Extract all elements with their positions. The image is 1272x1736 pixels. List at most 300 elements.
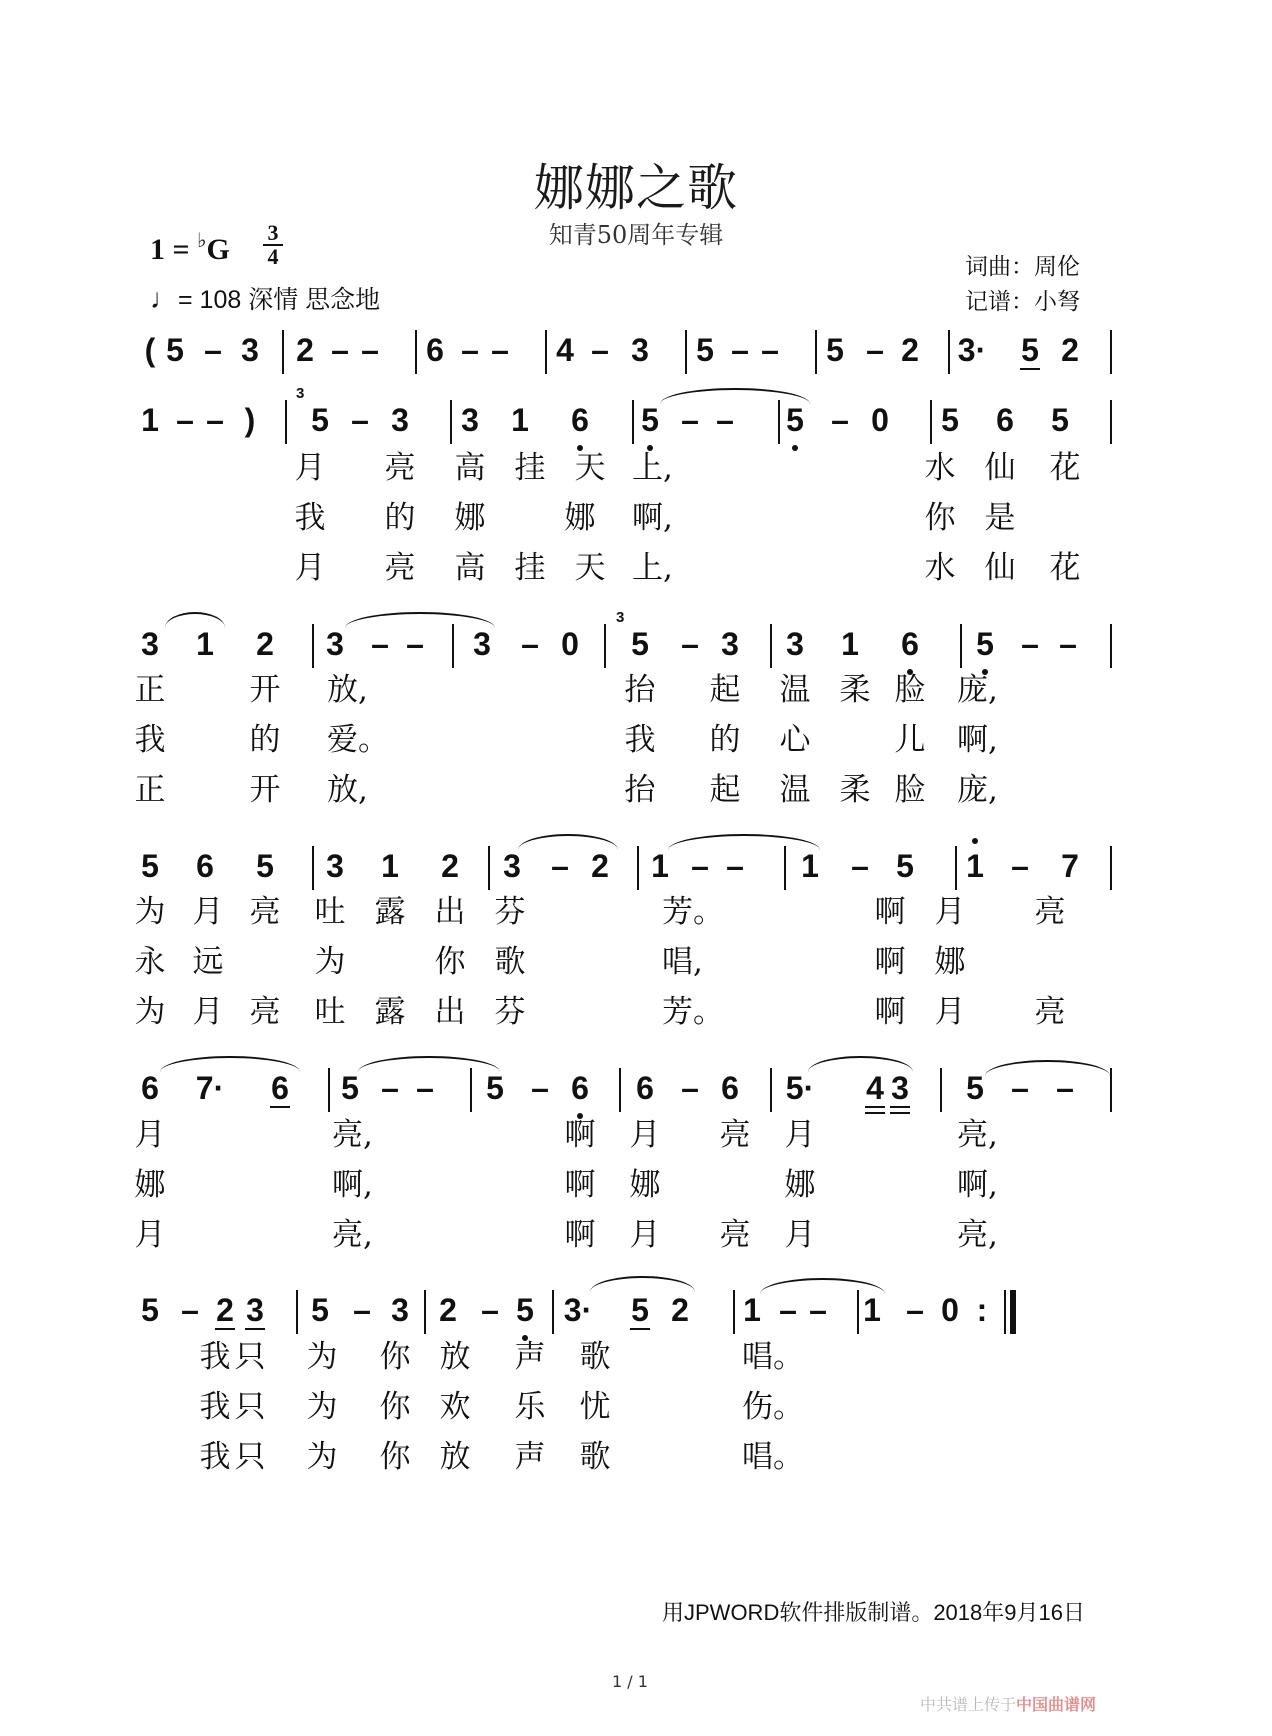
- note: 7: [1061, 848, 1079, 884]
- notation-line: [0, 1066, 1272, 1110]
- slur-arc: [985, 1060, 1110, 1076]
- notation-line: [0, 609, 1272, 666]
- lyric-char: 水: [924, 550, 956, 586]
- lyric-char: 你: [379, 1389, 411, 1425]
- barline: [1110, 624, 1112, 668]
- note: 2: [216, 1292, 234, 1328]
- note: 6: [636, 1070, 654, 1106]
- dash-extension: –: [361, 332, 379, 368]
- note: 7·: [195, 1070, 225, 1106]
- lyric-char: 上,: [632, 550, 673, 586]
- lyric-char: 天: [574, 550, 606, 586]
- lyric-char: 你: [379, 1439, 411, 1475]
- slur-arc: [660, 388, 810, 404]
- lyric-char: 啊,: [957, 1167, 998, 1203]
- dash-extension: –: [691, 848, 709, 884]
- key-signature: [150, 228, 230, 267]
- slur-arc: [160, 1056, 300, 1072]
- barline: [312, 624, 314, 668]
- lyric-char: 月: [629, 1217, 661, 1253]
- barline: [784, 846, 786, 890]
- dash-extension: –: [761, 332, 779, 368]
- note: 5: [696, 332, 714, 368]
- lyric-char: 吐: [314, 894, 346, 930]
- lyric-char: 露: [374, 994, 406, 1030]
- barline: [285, 400, 287, 444]
- song-title: 娜娜之歌: [534, 159, 738, 217]
- note: 6: [892, 622, 928, 666]
- note: 3: [326, 626, 344, 662]
- note: 3: [461, 402, 479, 438]
- note: 1: [801, 848, 819, 884]
- note: 4: [556, 332, 574, 368]
- note: 3: [241, 332, 259, 368]
- note: 4: [857, 1066, 893, 1110]
- note: 2: [671, 1292, 689, 1328]
- slur-arc: [808, 1056, 913, 1072]
- lyric-char: 为: [134, 994, 166, 1030]
- lyric-char: 娜: [629, 1167, 661, 1203]
- note: 6: [271, 1070, 289, 1106]
- dash-extension: –: [353, 1292, 371, 1328]
- page-number: 1 / 1: [612, 1672, 648, 1691]
- dash-extension: –: [681, 402, 699, 438]
- note: 5·: [785, 1070, 815, 1106]
- lyric-char: 脸: [894, 772, 926, 808]
- dash-extension: –: [591, 332, 609, 368]
- lyric-char: 的: [384, 500, 416, 536]
- lyric-char: 月: [934, 894, 966, 930]
- notation-line: [0, 385, 1272, 442]
- dash-extension: –: [809, 1292, 827, 1328]
- dash-extension: –: [481, 1292, 499, 1328]
- note: 3: [246, 1292, 264, 1328]
- dash-extension: –: [731, 332, 749, 368]
- note: 6: [996, 402, 1014, 438]
- engraving-note: 用JPWORD软件排版制谱。2018年9月16日: [662, 1600, 1085, 1625]
- note: 1: [863, 1292, 881, 1328]
- lyric-char: 温: [779, 672, 811, 708]
- lyric-char: 只: [234, 1439, 266, 1475]
- note: 3: [882, 1066, 918, 1110]
- lyric-char: 月: [192, 894, 224, 930]
- barline: [470, 1068, 472, 1112]
- barline: [552, 1290, 554, 1334]
- note: 3: [326, 848, 344, 884]
- dash-extension: –: [906, 1292, 924, 1328]
- lyric-char: 亮: [249, 894, 281, 930]
- lyric-char: 为: [314, 944, 346, 980]
- slur-arc: [760, 1278, 885, 1294]
- barline: [296, 1290, 298, 1334]
- lyric-char: 月: [134, 1217, 166, 1253]
- lyric-char: 吐: [314, 994, 346, 1030]
- lyric-char: 啊,: [632, 500, 673, 536]
- note: 5: [967, 622, 1003, 666]
- lyric-char: 亮: [384, 450, 416, 486]
- lyric-char: 露: [374, 894, 406, 930]
- note: 5: [1021, 332, 1039, 368]
- time-signature: [260, 222, 286, 268]
- dash-extension: –: [176, 402, 194, 438]
- barline: [1110, 400, 1112, 444]
- lyric-char: 亮,: [332, 1217, 373, 1253]
- lyric-char: 心: [779, 722, 811, 758]
- lyric-char: 抬: [624, 772, 656, 808]
- lyric-char: 正: [134, 772, 166, 808]
- dash-extension: –: [1059, 626, 1077, 662]
- dash-extension: –: [851, 848, 869, 884]
- note: 2: [591, 848, 609, 884]
- lyric-verse-2: [0, 942, 1272, 982]
- slur-arc: [165, 612, 225, 628]
- underline-sixteenth: [865, 1112, 885, 1114]
- lyric-char: 唱。: [742, 1339, 804, 1375]
- underline-eighth: [245, 1328, 265, 1330]
- underline-eighth: [630, 1328, 650, 1330]
- transcriber: 记谱：小弩: [965, 289, 1080, 315]
- note: 6: [426, 332, 444, 368]
- note: 3: [503, 848, 521, 884]
- lyric-char: 亮,: [957, 1117, 998, 1153]
- dash-extension: –: [726, 848, 744, 884]
- lyric-char: 亮,: [332, 1117, 373, 1153]
- barline: [452, 624, 454, 668]
- lyric-char: 儿: [894, 722, 926, 758]
- note: 3: [391, 402, 409, 438]
- lyric-char: 脸: [894, 672, 926, 708]
- dash-extension: –: [406, 626, 424, 662]
- lyric-char: 庞,: [957, 672, 998, 708]
- dash-extension: –: [181, 1292, 199, 1328]
- lyric-char: 亮: [1034, 994, 1066, 1030]
- lyric-char: 亮: [719, 1217, 751, 1253]
- lyric-char: 高: [454, 450, 486, 486]
- note: 5: [632, 398, 668, 442]
- lyric-char: 你: [379, 1339, 411, 1375]
- underline-eighth: [270, 1106, 290, 1108]
- note: 2: [296, 332, 314, 368]
- note: 3: [786, 626, 804, 662]
- note: :: [976, 1292, 988, 1328]
- tempo-text: = 108 深情 思念地: [178, 286, 381, 314]
- lyric-verse-3: [0, 1437, 1272, 1477]
- barline: [619, 1068, 621, 1112]
- lyric-char: 歌: [579, 1439, 611, 1475]
- dash-extension: –: [716, 402, 734, 438]
- time-sig-bottom: 4: [267, 244, 279, 269]
- lyric-verse-1: [0, 892, 1272, 932]
- note: 2: [439, 1292, 457, 1328]
- note: 0: [871, 402, 889, 438]
- underline-eighth: [215, 1328, 235, 1330]
- note: 6: [141, 1070, 159, 1106]
- barline: [604, 624, 606, 668]
- lyric-char: 庞,: [957, 772, 998, 808]
- lyric-char: 你: [924, 500, 956, 536]
- note: 1: [743, 1292, 761, 1328]
- note: 0: [561, 626, 579, 662]
- lyric-char: 开: [249, 772, 281, 808]
- dash-extension: –: [681, 626, 699, 662]
- barline: [424, 1290, 426, 1334]
- lyric-char: 亮: [249, 994, 281, 1030]
- lyric-char: 的: [249, 722, 281, 758]
- lyric-char: 啊: [564, 1167, 596, 1203]
- note: 1: [141, 402, 159, 438]
- lyric-char: 放: [439, 1439, 471, 1475]
- lyric-char: 月: [192, 994, 224, 1030]
- dash-extension: –: [1056, 1070, 1074, 1106]
- dash-extension: –: [831, 402, 849, 438]
- lyric-char: 起: [709, 772, 741, 808]
- lyric-char: 正: [134, 672, 166, 708]
- lyric-char: 欢: [439, 1389, 471, 1425]
- barline: [960, 624, 962, 668]
- lyric-char: 娜: [454, 500, 486, 536]
- note: 1: [196, 626, 214, 662]
- note: 6: [562, 398, 598, 442]
- lyric-char: 啊: [564, 1217, 596, 1253]
- lyric-char: 为: [134, 894, 166, 930]
- lyric-verse-3: [0, 548, 1272, 588]
- lyricist-composer: 词曲：周伦: [965, 254, 1080, 280]
- lyric-char: 我: [134, 722, 166, 758]
- lyric-char: 我: [624, 722, 656, 758]
- note: 3: [391, 1292, 409, 1328]
- lyric-char: 亮: [1034, 894, 1066, 930]
- lyric-char: 我: [199, 1439, 231, 1475]
- slur-arc: [518, 834, 618, 850]
- note: 5: [141, 1292, 159, 1328]
- barline: [948, 330, 950, 374]
- note: 1: [511, 402, 529, 438]
- tempo-marking: [150, 280, 380, 316]
- note: 0: [941, 1292, 959, 1328]
- lyric-char: 我: [199, 1339, 231, 1375]
- note: 5: [256, 848, 274, 884]
- notation-line: [0, 328, 1272, 372]
- lyric-char: 娜: [564, 500, 596, 536]
- note: 2: [441, 848, 459, 884]
- lyric-char: 唱。: [742, 1439, 804, 1475]
- credits: [965, 250, 1080, 320]
- final-barline: [1010, 1290, 1016, 1334]
- note: 5: [777, 398, 813, 442]
- high-octave-dot: [972, 838, 978, 844]
- lyric-char: 月: [629, 1117, 661, 1153]
- note: 5 3: [616, 609, 649, 662]
- grace-note: 3: [296, 385, 305, 402]
- note: 2: [1061, 332, 1079, 368]
- note: 1: [651, 848, 669, 884]
- lyric-char: 唱,: [662, 944, 703, 980]
- key-prefix: 1 =: [150, 233, 198, 266]
- note: 6: [721, 1070, 739, 1106]
- lyric-char: 啊: [874, 994, 906, 1030]
- lyric-char: 啊: [564, 1117, 596, 1153]
- note: 2: [256, 626, 274, 662]
- slur-arc: [590, 1276, 695, 1292]
- note: 5: [141, 848, 159, 884]
- note: 3: [721, 626, 739, 662]
- lyric-char: 高: [454, 550, 486, 586]
- note: 1: [381, 848, 399, 884]
- note: 6: [562, 1066, 598, 1110]
- note: 1: [957, 844, 993, 888]
- dash-extension: –: [371, 626, 389, 662]
- dash-extension: –: [331, 332, 349, 368]
- lyric-char: 抬: [624, 672, 656, 708]
- note: 5: [1051, 402, 1069, 438]
- lyric-verse-3: [0, 1215, 1272, 1255]
- lyric-char: 芳。: [662, 994, 724, 1030]
- lyric-char: 花: [1049, 550, 1081, 586]
- note: ): [244, 402, 256, 438]
- note: 2: [901, 332, 919, 368]
- note: 5: [507, 1288, 543, 1332]
- lyric-char: 只: [234, 1339, 266, 1375]
- lyric-char: 娜: [784, 1167, 816, 1203]
- grace-note: 3: [616, 609, 625, 626]
- barline: [488, 846, 490, 890]
- lyric-char: 月: [934, 994, 966, 1030]
- lyric-verse-2: [0, 1387, 1272, 1427]
- lyric-char: 的: [709, 722, 741, 758]
- note: 5: [941, 402, 959, 438]
- lyric-char: 啊,: [957, 722, 998, 758]
- note: (: [144, 332, 156, 368]
- lyric-char: 只: [234, 1389, 266, 1425]
- note: 5: [486, 1070, 504, 1106]
- lyric-char: 芬: [494, 994, 526, 1030]
- slur-arc: [358, 1056, 500, 1072]
- lyric-char: 挂: [514, 550, 546, 586]
- lyric-char: 芳。: [662, 894, 724, 930]
- dash-extension: –: [521, 626, 539, 662]
- lyric-char: 亮,: [957, 1217, 998, 1253]
- flat-icon: ♭: [197, 230, 207, 252]
- lyric-char: 啊,: [332, 1167, 373, 1203]
- note: 3: [631, 332, 649, 368]
- dash-extension: –: [531, 1070, 549, 1106]
- lyric-verse-3: [0, 770, 1272, 810]
- lyric-char: 啊: [874, 894, 906, 930]
- lyric-verse-1: [0, 1337, 1272, 1377]
- barline: [770, 624, 772, 668]
- barline: [282, 330, 284, 374]
- lyric-char: 芬: [494, 894, 526, 930]
- note: 5: [966, 1070, 984, 1106]
- lyric-char: 月: [784, 1217, 816, 1253]
- underline-sixteenth: [890, 1112, 910, 1114]
- lyric-verse-3: [0, 992, 1272, 1032]
- note: 5: [341, 1070, 359, 1106]
- key-note: G: [206, 233, 230, 266]
- lyric-char: 放,: [327, 772, 368, 808]
- lyric-verse-2: [0, 720, 1272, 760]
- lyric-verse-2: [0, 1165, 1272, 1205]
- slur-arc: [345, 612, 495, 628]
- lyric-char: 永: [134, 944, 166, 980]
- lyric-verse-2: [0, 498, 1272, 538]
- dash-extension: –: [1021, 626, 1039, 662]
- lyric-char: 为: [306, 1439, 338, 1475]
- watermark: 中共谱上传于中国曲谱网: [920, 1695, 1097, 1714]
- lyric-char: 仙: [984, 450, 1016, 486]
- barline: [312, 846, 314, 890]
- lyric-char: 开: [249, 672, 281, 708]
- lyric-char: 挂: [514, 450, 546, 486]
- notation-line: [0, 844, 1272, 888]
- note: 5: [311, 1292, 329, 1328]
- lyric-char: 仙: [984, 550, 1016, 586]
- repeat-end-barline: [1004, 1290, 1006, 1334]
- lyric-char: 月: [294, 550, 326, 586]
- lyric-char: 柔: [839, 772, 871, 808]
- lyric-verse-1: [0, 670, 1272, 710]
- lyric-char: 是: [984, 500, 1016, 536]
- lyric-char: 声: [514, 1339, 546, 1375]
- lyric-verse-1: [0, 448, 1272, 488]
- note: 3·: [563, 1292, 593, 1328]
- dash-extension: –: [681, 1070, 699, 1106]
- lyric-char: 起: [709, 672, 741, 708]
- lyric-char: 娜: [934, 944, 966, 980]
- lyric-char: 月: [294, 450, 326, 486]
- barline: [1110, 1068, 1112, 1112]
- lyric-char: 上,: [632, 450, 673, 486]
- barline: [637, 846, 639, 890]
- lyric-char: 为: [306, 1339, 338, 1375]
- lyric-verse-1: [0, 1115, 1272, 1155]
- dash-extension: –: [551, 848, 569, 884]
- dash-extension: –: [866, 332, 884, 368]
- lyric-char: 水: [924, 450, 956, 486]
- barline: [328, 1068, 330, 1112]
- lyric-char: 乐: [514, 1389, 546, 1425]
- note: 5: [826, 332, 844, 368]
- barline: [1110, 330, 1112, 374]
- dash-extension: –: [351, 402, 369, 438]
- lyric-char: 天: [574, 450, 606, 486]
- song-subtitle: 知青50周年专辑: [548, 221, 724, 249]
- lyric-char: 我: [199, 1389, 231, 1425]
- lyric-char: 放: [439, 1339, 471, 1375]
- dash-extension: –: [1011, 848, 1029, 884]
- note: 5 3: [296, 385, 329, 438]
- notation-line: [0, 1288, 1272, 1332]
- lyric-char: 你: [434, 944, 466, 980]
- note: 3·: [957, 332, 987, 368]
- lyric-char: 歌: [494, 944, 526, 980]
- note: 5: [896, 848, 914, 884]
- lyric-char: 忧: [579, 1389, 611, 1425]
- barline: [770, 1068, 772, 1112]
- lyric-char: 月: [784, 1117, 816, 1153]
- note: 3: [473, 626, 491, 662]
- underline-eighth: [1020, 368, 1040, 370]
- lyric-char: 为: [306, 1389, 338, 1425]
- note: 1: [841, 626, 859, 662]
- dash-extension: –: [491, 332, 509, 368]
- note: 5: [631, 1292, 649, 1328]
- dash-extension: –: [206, 402, 224, 438]
- quarter-note-icon: ♩: [150, 283, 178, 314]
- dash-extension: –: [204, 332, 222, 368]
- lyric-char: 声: [514, 1439, 546, 1475]
- dash-extension: –: [779, 1292, 797, 1328]
